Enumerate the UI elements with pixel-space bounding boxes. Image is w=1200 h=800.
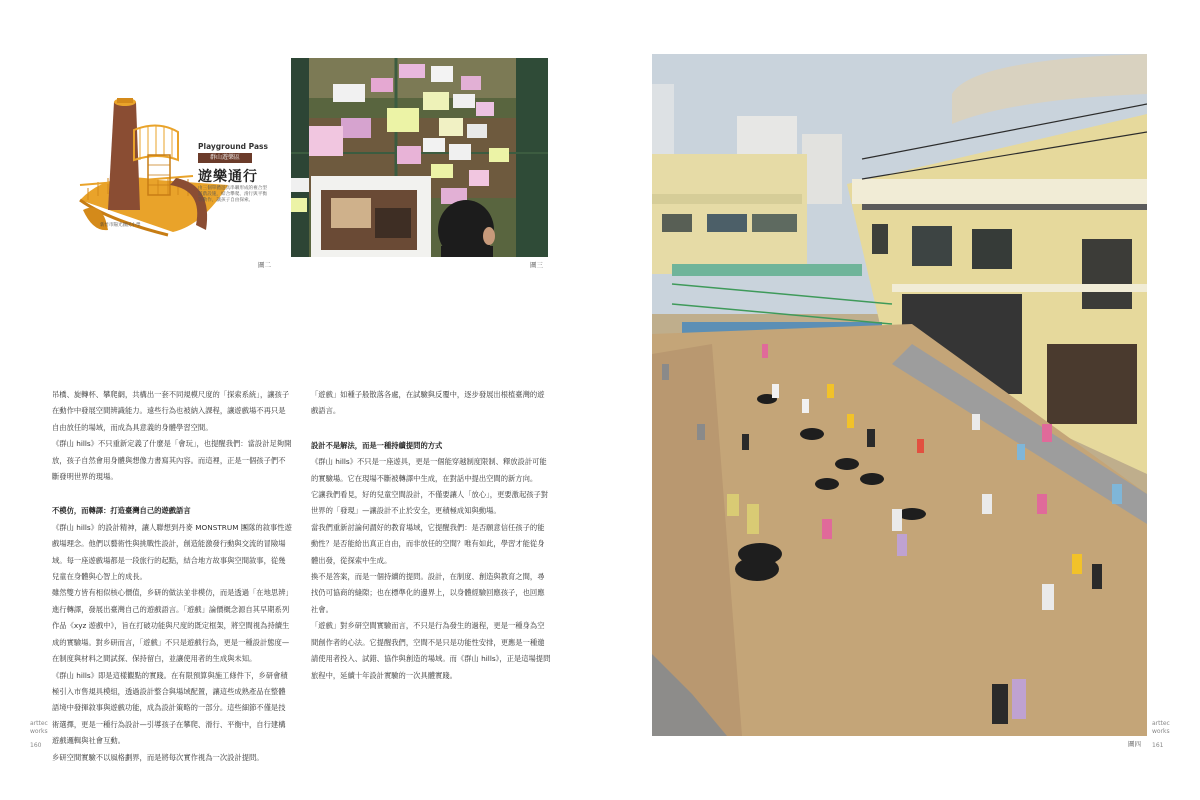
figure-caption-4: 圖四 [1128,740,1141,748]
schoolyard-photo [652,54,1147,736]
playground-title-zh: 遊樂通行 [198,169,258,185]
folio-brand: arttec [30,720,48,727]
folio-left [30,720,48,750]
folio-right [1152,720,1170,750]
page-number: 160 [30,742,42,749]
paragraph: 換不是答案，而是一個持續的提問。設計，在制度、創造與教育之間，尋找仍可協商的縫隙；也在標準化的邊界上，以身體經驗回應孩子，也回應社會。 [311,572,545,614]
paragraph: 《群山 hills》的設計精神，讓人聯想到丹麥 MONSTRUM 團隊的敘事性遊戲場理念。他們以藝術性與挑戰性設計，創造能激發行動與交流的冒險場域。每一座遊戲場都是一段旅行的起點，結合地方故事與空間敘事，從幾兒童在身體與心智上的成長。 [52,522,292,582]
paragraph: 它讓我們看見，好的兒童空間設計，不僅要讓人「放心」，更要激起孩子對世界的「發現」—讓設計不止於安全，更積極成知與動場。 [311,490,549,516]
paragraph: 「遊戲」對乡研空間實驗而言，不只是行為發生的過程，更是一種身為空間創作者的心法。它提醒我們，空間不是只是功能性安排，更應是一種邀請使用者投入、試錯、協作與創造的場域。而《群山 hills》，正是這場提問旅程中，延續十年設計實驗的一次具體實踐。 [311,621,551,680]
sticky-notes-photo [291,58,548,257]
section-heading: 不模仿，而轉譯：打造臺灣自己的遊戲語言 [52,506,191,516]
paragraph: 《群山 hills》不只重新定義了什麼是「會玩」，也提醒我們：當設計足夠開放，孩子自然會用身體與想像力書寫其內容。而這裡，正是一個孩子們不斷發明世界的現場。 [52,439,292,482]
folio-brand-sub: works [1152,728,1170,735]
folio-brand-sub: works [30,728,48,735]
paragraph: 當我們重新討論何謂好的教育場域，它提醒我們：是否願意信任孩子的能動性？是否能給出真正自由，而非放任的空間？唯有如此，學習才能從身體出發，從探索中生成。 [311,522,545,565]
playground-tag: 群山遊樂區 [198,153,252,163]
paragraph: 乡研空間實驗不以風格劃界，而是將每次實作視為一次設計提問。 [52,752,264,762]
folio-brand: arttec [1152,720,1170,727]
paragraph: 《群山 hills》即是這樣觀點的實踐。在有限預算與施工條件下，乡研會積極引入市售規具模組，透過設計整合與場域配置，讓這些成熟產品在整體語境中發揮敘事與遊戲功能，成為設計策略的一部分。這些細節不僅是技術選擇，更是一種行為設計—引導孩子在攀爬、滑行、平衡中，自行建構遊戲邏輯與社會互動。 [52,670,288,746]
figure-caption-3: 圖三 [530,261,543,269]
left-text-column [52,387,292,766]
right-text-column [311,387,551,684]
playground-pass-title: Playground Pass [198,142,268,151]
school-logo-text: 新竹市陽光國民小學 [100,223,141,228]
figure-caption-2: 圖二 [258,261,271,269]
page-number: 161 [1152,742,1164,749]
section-heading: 設計不是解法，而是一種持續提問的方式 [311,440,443,450]
paragraph: 「遊戲」如種子般散落各處，在試驗與反覆中，逐步發展出根植臺灣的遊戲語言。 [311,390,545,416]
paragraph: 吊橋、旋轉杯、攀爬網，共構出一套不同規模尺度的「探索系統」，讓孩子在動作中發展空間辨識能力。遠些行為也被納入課程，讓遊戲場不再只是自由放任的場域，而成為具意義的身體學習空間。 [52,390,290,432]
paragraph: 《群山 hills》不只是一座遊具，更是一個能穿越制度限制、釋放設計可能的實驗場。它在現場不斷被轉譯中生成，在對話中提出空間的新方向。 [311,457,547,483]
playground-description: 由三個單體遊具串聯形成的複合型遊戲設施，結合攀爬、滑行與平衡等動作，讓孩子自由探索。 [198,186,267,203]
paragraph: 雖然雙方皆有相似核心價值，乡研的做法並非模仿，而是透過「在地思辨」進行轉譯，發展出臺灣自己的遊戲語言。「遊戲」論價概念源自其早期系列作品《xyz 遊戲中》，旨在打破功能與尺度的既定框架，將空間視為持續生成的實驗場。對乡研而言，「遊戲」不只是遊戲行為，更是一種設計態度—在制度與材料之間試探、保持留白，並讓使用者的生成與未知。 [52,588,290,664]
